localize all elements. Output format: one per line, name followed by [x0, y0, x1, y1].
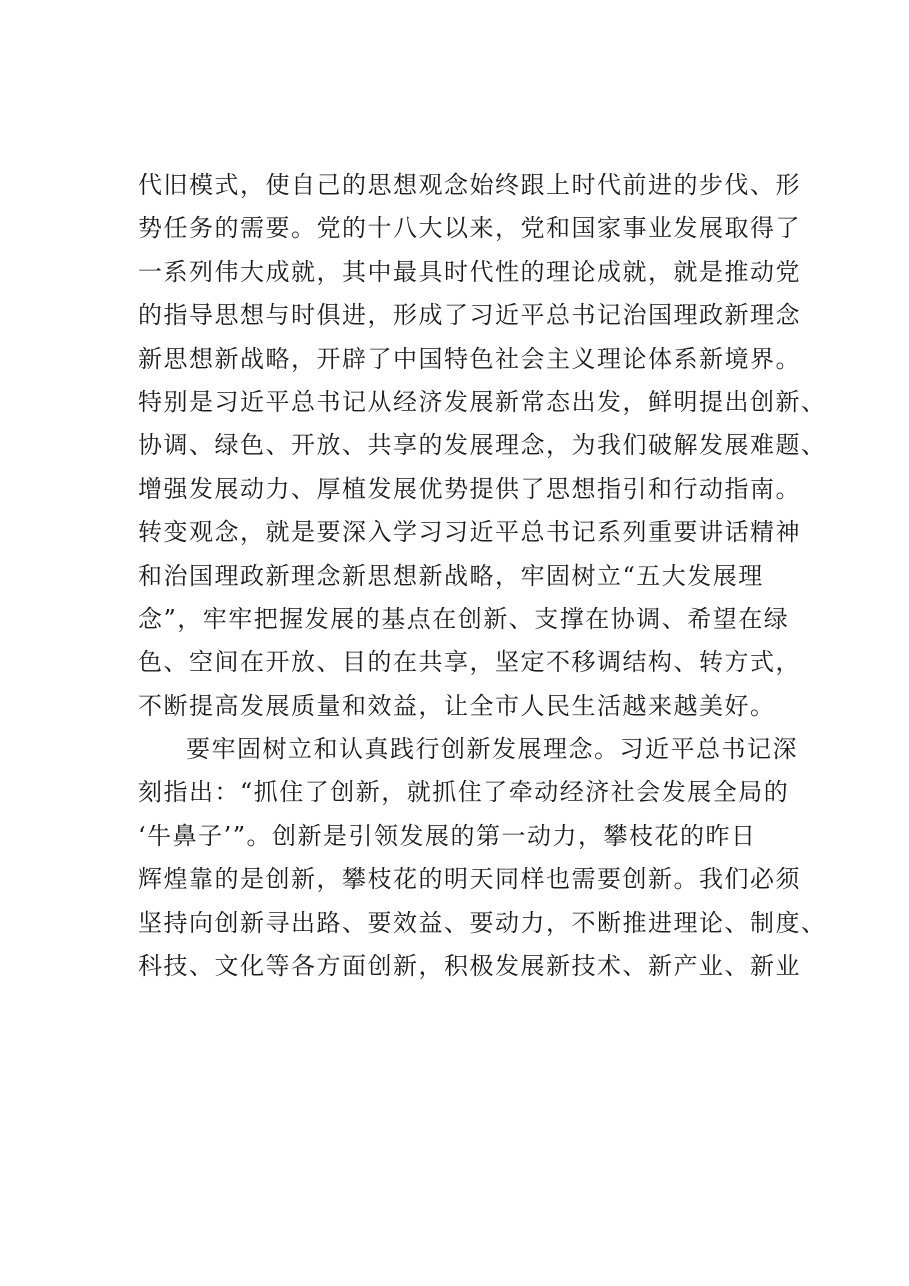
text-line: 念”，牢牢把握发展的基点在创新、支撑在协调、希望在绿 [138, 604, 790, 633]
paragraph-start-line: 要牢固树立和认真践行创新发展理念。习近平总书记深 [186, 735, 798, 764]
text-line: 转变观念，就是要深入学习习近平总书记系列重要讲话精神 [138, 518, 801, 547]
text-line: 坚持向创新寻出路、要效益、要动力，不断推进理论、制度、 [138, 908, 827, 937]
text-line: 一系列伟大成就，其中最具时代性的理论成就，就是推动党 [138, 257, 801, 286]
text-line: 特别是习近平总书记从经济发展新常态出发，鲜明提出创新、 [138, 387, 827, 416]
body-text [138, 164, 827, 988]
text-line: 刻指出：“抓住了创新，就抓住了牵动经济社会发展全局的 [138, 778, 790, 807]
text-line: 协调、绿色、开放、共享的发展理念，为我们破解发展难题、 [138, 431, 827, 460]
text-line: 增强发展动力、厚植发展优势提供了思想指引和行动指南。 [138, 474, 801, 503]
text-line: 势任务的需要。党的十八大以来，党和国家事业发展取得了 [138, 214, 801, 243]
text-line: 色、空间在开放、目的在共享，坚定不移调结构、转方式， [138, 648, 801, 677]
text-line: 代旧模式，使自己的思想观念始终跟上时代前进的步伐、形 [138, 171, 801, 199]
text-line: 新思想新战略，开辟了中国特色社会主义理论体系新境界。 [138, 344, 801, 373]
text-line: ‘牛鼻子’”。创新是引领发展的第一动力，攀枝花的昨日 [138, 821, 757, 850]
text-line: 的指导思想与时俱进，形成了习近平总书记治国理政新理念 [138, 301, 801, 330]
text-line: 科技、文化等各方面创新，积极发展新技术、新产业、新业 [138, 952, 801, 981]
text-line: 辉煌靠的是创新，攀枝花的明天同样也需要创新。我们必须 [138, 865, 801, 894]
text-line: 不断提高发展质量和效益，让全市人民生活越来越美好。 [138, 691, 776, 720]
text-line: 和治国理政新理念新思想新战略，牢固树立“五大发展理 [138, 561, 764, 590]
